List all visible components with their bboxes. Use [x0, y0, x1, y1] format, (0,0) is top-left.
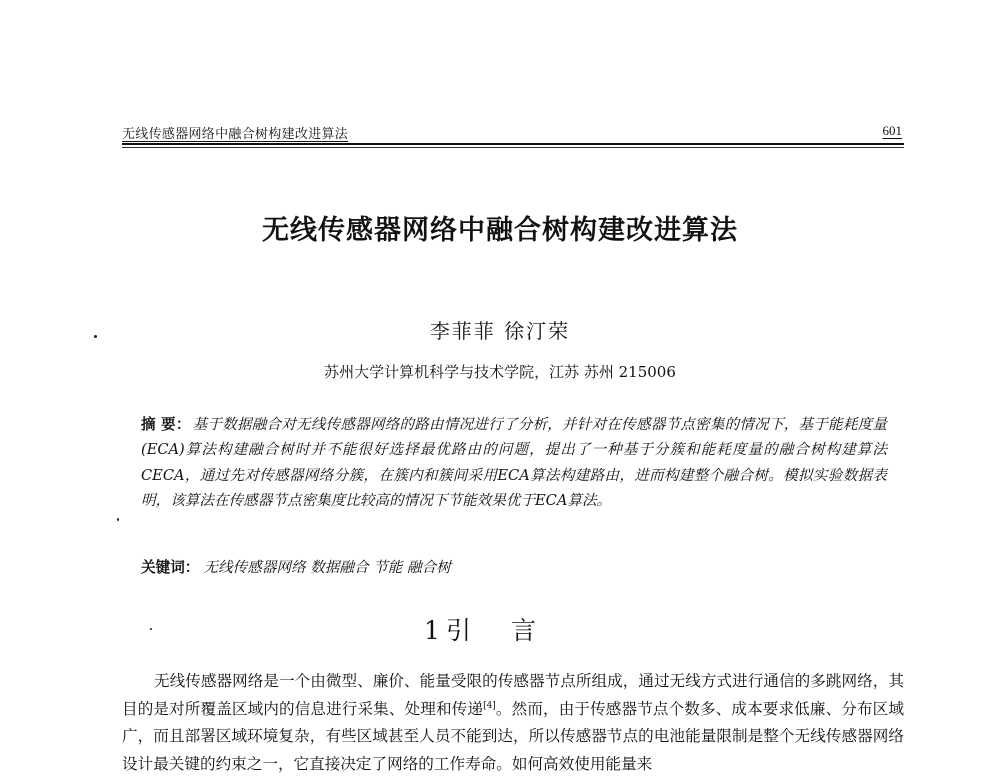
keywords-label: 关键词： [141, 559, 200, 576]
running-header [122, 121, 904, 145]
abstract-label: 摘 要： [141, 416, 191, 433]
running-header-title: 无线传感器网络中融合树构建改进算法 [122, 127, 349, 142]
scan-speck [94, 335, 97, 338]
scan-speck [150, 628, 152, 630]
paper-title: 无线传感器网络中融合树构建改进算法 [262, 215, 738, 246]
authors: 李菲菲 徐汀荣 [429, 319, 571, 343]
body-text-rest: 。然而，由于传感器节点个数多、成本要求低廉、分布区域广，而且部署区域环境复杂，有些区域甚至人员不能到达，所以传感器节点的电池能量限制是整个无线传感器网络设计最关键的约束之一，它直接决定了网络的工作寿命。如何高效使用能量来 [122, 699, 904, 773]
abstract-text: 基于数据融合对无线传感器网络的路由情况进行了分析，并针对在传感器节点密集的情况下，基于能耗度量(ECA)算法构建融合树时并不能很好选择最优路由的问题，提出了一种基于分簇和能耗度量的融合树构建算法CECA，通过先对传感器网络分簇，在簇内和簇间采用ECA算法构建路由，进而构建整个融合树。模拟实验数据表明，该算法在传感器节点密集度比较高的情况下节能效果优于ECA算法。 [141, 416, 887, 509]
header-rule [122, 147, 904, 148]
affiliation: 苏州大学计算机科学与技术学院，江苏 苏州 215006 [324, 363, 676, 381]
body-paragraph [122, 668, 904, 778]
keywords [141, 556, 887, 577]
section-number: 1 [424, 616, 440, 645]
scan-speck [117, 518, 119, 521]
keywords-text: 无线传感器网络 数据融合 节能 融合树 [203, 559, 451, 576]
abstract [141, 412, 887, 513]
citation-ref: [4] [483, 700, 496, 711]
section-title: 引言 [445, 616, 576, 645]
page-number: 601 [882, 123, 902, 138]
body-text-start: 无线传感器网络是一个由微型、廉价、能量受限的传感器节点所组成，通过无线方式进行通信的多跳网络，其目的是对所覆盖区域内的信息进行采集、处理和传递 [122, 672, 904, 718]
